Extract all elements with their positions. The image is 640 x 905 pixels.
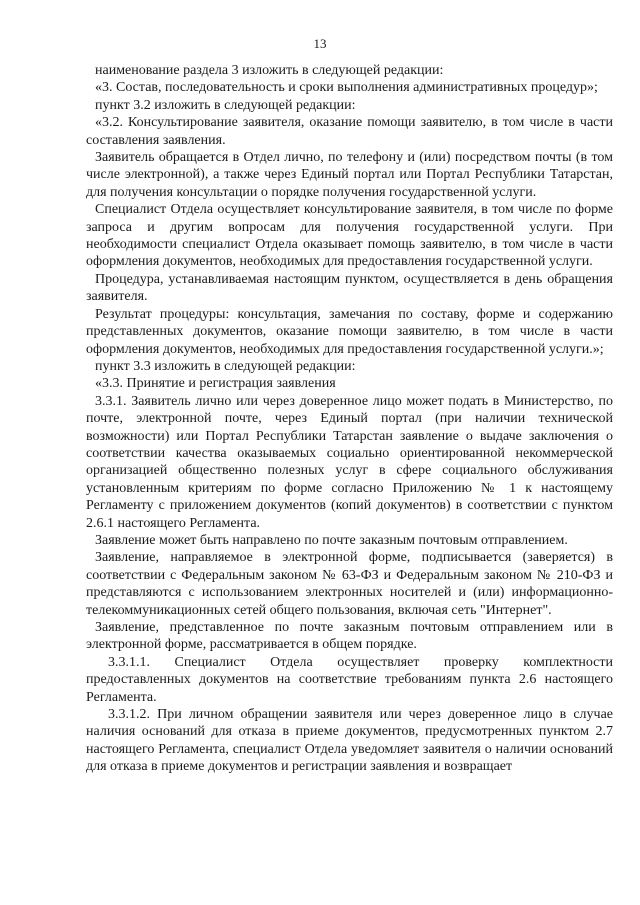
paragraph-point-3-3-instruction: пункт 3.3 изложить в следующей редакции: [95,358,356,374]
paragraph-procedure-result: Результат процедуры: консультация, замечания по составу, форме и содержанию представленных документов, оказание помощи заявителю, в том числе в части оформления документов, необходимых для предоставления государственной услуги.»; [86,306,613,357]
paragraph-3-3-1-1: 3.3.1.1. Специалист Отдела осуществляет проверку комплектности предоставленных документов на соответствие требованиям пункта 2.6 настоящего Регламента. [86,654,613,705]
paragraph-point-3-2-instruction: пункт 3.2 изложить в следующей редакции: [95,97,356,113]
paragraph-procedure-day: Процедура, устанавливаемая настоящим пунктом, осуществляется в день обращения заявителя. [86,271,613,305]
paragraph-3-3-1: 3.3.1. Заявитель лично или через доверенное лицо может подать в Министерство, по почте, электронной почте, через Единый портал (при наличии технической возможности) или Портал Республики Татарстан заявление о выдаче заключения о соответствии качества оказываемых социально ориентированной некоммерческой организацией общественно полезных услуг в сфере социального обслуживания установленным критериям по форме согласно Приложению № 1 к настоящему Регламенту с приложением документов (копий документов) в соответствии с пунктом 2.6.1 настоящего Регламента. [86,393,613,531]
paragraph-general-review: Заявление, представленное по почте заказным почтовым отправлением или в электронной форме, рассматривается в общем порядке. [86,620,613,653]
paragraph-point-3-3-heading: «3.3. Принятие и регистрация заявления [95,376,336,392]
paragraph-mail-submission: Заявление может быть направлено по почте заказным почтовым отправлением. [95,532,568,548]
document-body [86,62,613,776]
paragraph-section-3-title: «3. Состав, последовательность и сроки выполнения административных процедур»; [95,80,598,96]
page-number: 13 [313,36,327,51]
paragraph-electronic-submission: Заявление, направляемое в электронной форме, подписывается (заверяется) в соответствии с Федеральным законом № 63-ФЗ и Федеральным законом № 210-ФЗ и представляются с использованием электронных носителей и (или) информационно-телекоммуникационных сетей общего пользования, включая сеть "Интернет". [86,550,613,618]
paragraph-point-3-2-heading: «3.2. Консультирование заявителя, оказание помощи заявителю, в том числе в части составления заявления. [86,115,613,148]
paragraph-3-3-1-2: 3.3.1.2. При личном обращении заявителя или через доверенное лицо в случае наличия оснований для отказа в приеме документов, предусмотренных пунктом 2.7 настоящего Регламента, специалист Отдела уведомляет заявителя о наличии оснований для отказа в приеме документов и регистрации заявления и возвращает [86,707,613,775]
paragraph-specialist-consulting: Специалист Отдела осуществляет консультирование заявителя, в том числе по форме запроса и другим вопросам для получения государственной услуги. При необходимости специалист Отдела оказывает помощь заявителю, в том числе в части оформления документов, необходимых для предоставления государственной услуги. [86,202,613,270]
paragraph-applicant-contacts: Заявитель обращается в Отдел лично, по телефону и (или) посредством почты (в том числе электронной), а также через Единый портал или Портал Республики Татарстан, для получения консультации о порядке получения государственной услуги. [86,150,613,200]
paragraph-section-3-title-instruction: наименование раздела 3 изложить в следующей редакции: [95,63,444,78]
